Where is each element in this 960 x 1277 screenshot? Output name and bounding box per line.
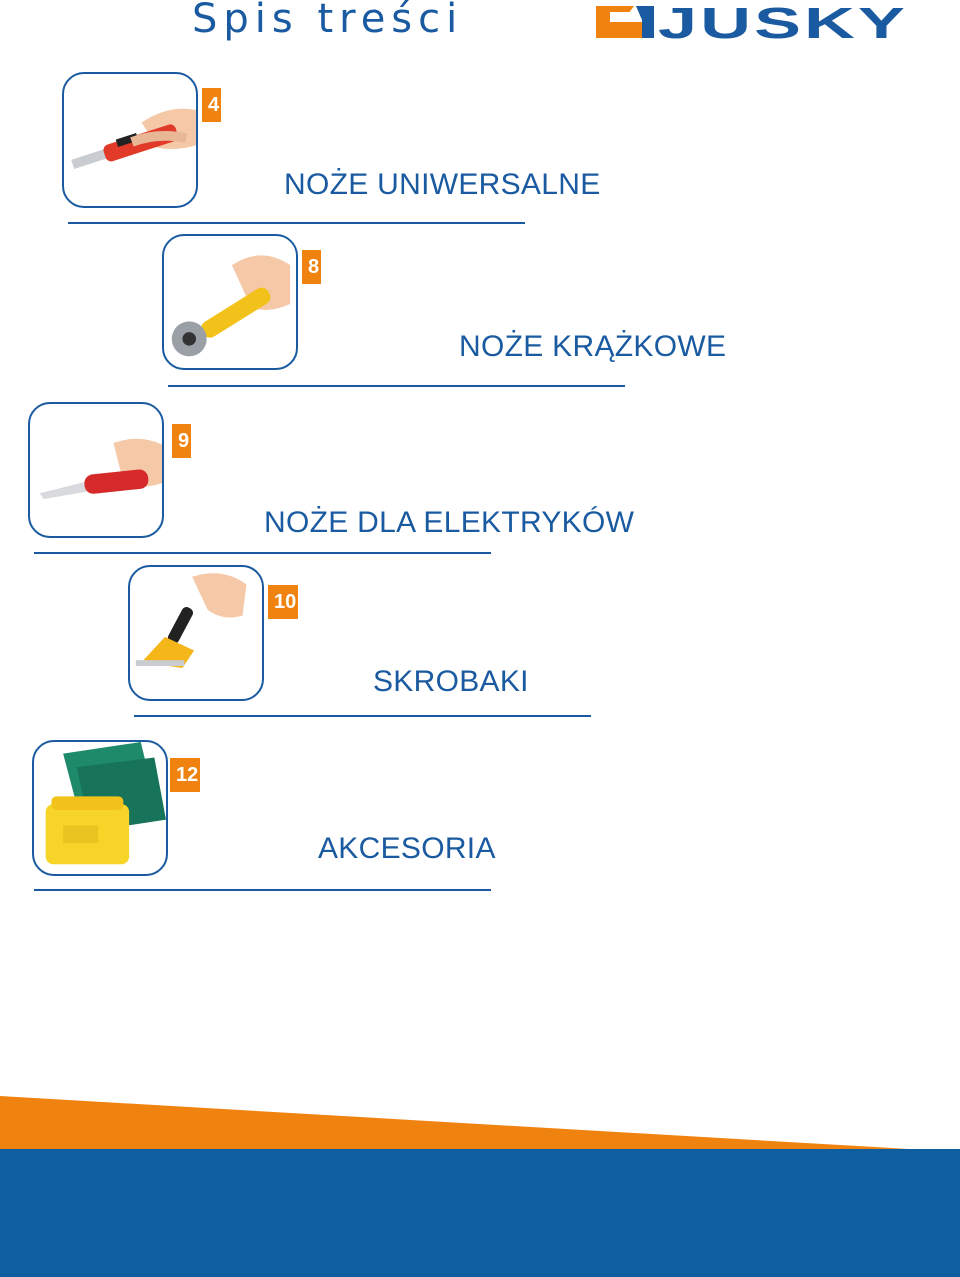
thumb-electrician-knife[interactable] [28,402,164,538]
thumb-scraper[interactable] [128,565,264,701]
toc-entry-utility-knives[interactable]: NOŻE UNIWERSALNE [284,168,601,201]
footer-band [0,1149,960,1277]
thumb-utility-knife[interactable] [62,72,198,208]
thumb-accessories[interactable] [32,740,168,876]
divider [134,715,591,717]
scraper-icon [130,567,262,699]
page-title: Spis treści [192,0,464,42]
page-number: 10 [268,585,298,619]
toc-entry-accessories[interactable]: AKCESORIA [318,832,496,865]
logo-text: JUSKY [658,0,908,42]
thumb-rotary-cutter[interactable] [162,234,298,370]
jusky-logo [596,0,911,42]
divider [34,552,491,554]
page-number: 8 [302,250,321,284]
toc-entry-electrician-knives[interactable]: NOŻE DLA ELEKTRYKÓW [264,506,635,539]
divider [68,222,525,224]
page-number: 4 [202,88,221,122]
toc-entry-scrapers[interactable]: SKROBAKI [373,665,529,698]
electrician-knife-icon [30,404,162,536]
divider [34,889,491,891]
divider [168,385,625,387]
utility-knife-icon [64,74,196,206]
page-number: 9 [172,424,191,458]
page-number: 12 [170,758,200,792]
toc-entry-rotary-cutters[interactable]: NOŻE KRĄŻKOWE [459,330,727,363]
rotary-cutter-icon [164,236,296,368]
accessories-icon [34,742,166,874]
